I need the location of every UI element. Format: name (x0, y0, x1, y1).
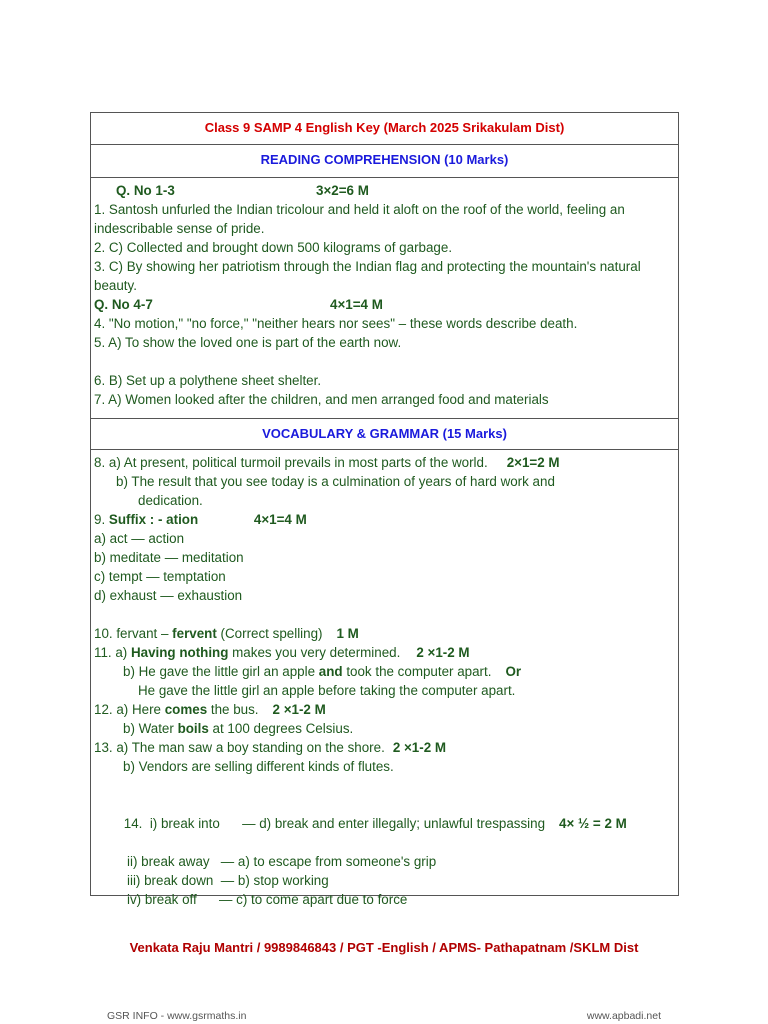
answer-13a: 13. a) The man saw a boy standing on the shore. 2 ×1-2 M (94, 740, 447, 755)
answer-11-marks: 2 ×1-2 M (416, 645, 470, 660)
answer-8b-line1: b) The result that you see today is a culmination of years of hard work and (116, 474, 555, 489)
answer-4: 4. "No motion," "no force," "neither hears nor sees" – these words describe death. (94, 316, 578, 331)
vocab-header-row (91, 418, 678, 450)
vocab-answers (91, 449, 678, 907)
q9-marks: 4×1=4 M (253, 512, 307, 527)
q4-7-label: Q. No 4-7 (94, 297, 153, 312)
answer-9c: c) tempt — temptation (94, 569, 226, 584)
q4-7-marks: 4×1=4 M (330, 297, 383, 312)
answer-8b-line2: dedication. (138, 493, 203, 508)
answer-11a: 11. a) Having nothing makes you very determined. 2 ×1-2 M (94, 645, 470, 660)
answer-10-marks: 1 M (336, 626, 359, 641)
answer-2: 2. C) Collected and brought down 500 kilograms of garbage. (94, 240, 453, 255)
answer-10: 10. fervant – fervent (Correct spelling) 1 M (94, 626, 359, 641)
q4-7-header (94, 295, 678, 314)
answer-8a-text: 8. a) At present, political turmoil prevails in most parts of the world. (94, 455, 488, 470)
q1-3-label: Q. No 1-3 (116, 183, 175, 198)
answer-1-line1: 1. Santosh unfurled the Indian tricolour and held it aloft on the roof of the world, feeling an (94, 202, 625, 217)
answer-6: 6. B) Set up a polythene sheet shelter. (94, 373, 322, 388)
vocab-heading: VOCABULARY & GRAMMAR (15 Marks) (262, 426, 507, 441)
answer-8a (94, 453, 678, 472)
q9-label: Suffix : - ation (108, 512, 199, 527)
answer-13b: b) Vendors are selling different kinds of flutes. (123, 759, 394, 774)
answer-14i: 14. i) break into — d) break and enter illegally; unlawful trespassing 4× ½ = 2 M (123, 816, 627, 831)
answer-14ii: ii) break away — a) to escape from someone's grip (127, 854, 437, 869)
answer-3-line1: 3. C) By showing her patriotism through the Indian flag and protecting the mountain's natural (94, 259, 641, 274)
answer-11b-or: Or (505, 664, 522, 679)
title-row (91, 113, 678, 145)
answer-key-table (90, 112, 679, 907)
q9-header (94, 510, 678, 529)
page-title: Class 9 SAMP 4 English Key (March 2025 Srikakulam Dist) (204, 120, 565, 135)
answer-8-marks: 2×1=2 M (506, 455, 560, 470)
answer-12b: b) Water boils at 100 degrees Celsius. (123, 721, 354, 736)
answer-3-line2: beauty. (94, 278, 137, 293)
answer-12-marks: 2 ×1-2 M (272, 702, 326, 717)
answer-5: 5. A) To show the loved one is part of the earth now. (94, 335, 402, 350)
answer-14iv: iv) break off — c) to come apart due to force (127, 892, 408, 907)
reading-answers (91, 177, 678, 419)
answer-7: 7. A) Women looked after the children, and men arranged food and materials (94, 392, 549, 407)
answer-12a: 12. a) Here comes the bus. 2 ×1-2 M (94, 702, 326, 717)
footer-left-link[interactable]: GSR INFO - www.gsrmaths.in (107, 1010, 247, 1022)
answer-14-marks: 4× ½ = 2 M (559, 816, 627, 831)
answer-9d: d) exhaust — exhaustion (94, 588, 243, 603)
q9-number: 9. (94, 512, 109, 527)
answer-11b-alt: He gave the little girl an apple before taking the computer apart. (138, 683, 516, 698)
q1-3-marks: 3×2=6 M (316, 183, 369, 198)
reading-header-row (91, 144, 678, 178)
q1-3-header (94, 181, 678, 200)
answer-1-line2: indescribable sense of pride. (94, 221, 265, 236)
answer-9b: b) meditate — meditation (94, 550, 244, 565)
answer-11b: b) He gave the little girl an apple and took the computer apart. Or (123, 664, 522, 679)
answer-13-marks: 2 ×1-2 M (392, 740, 447, 755)
footer-right-link[interactable]: www.apbadi.net (586, 1010, 661, 1022)
answer-14iii: iii) break down — b) stop working (127, 873, 329, 888)
author-footer: Venkata Raju Mantri / 9989846843 / PGT -English / APMS- Pathapatnam /SKLM Dist (129, 940, 639, 955)
answer-9a: a) act — action (94, 531, 185, 546)
reading-heading: READING COMPREHENSION (10 Marks) (260, 152, 509, 167)
